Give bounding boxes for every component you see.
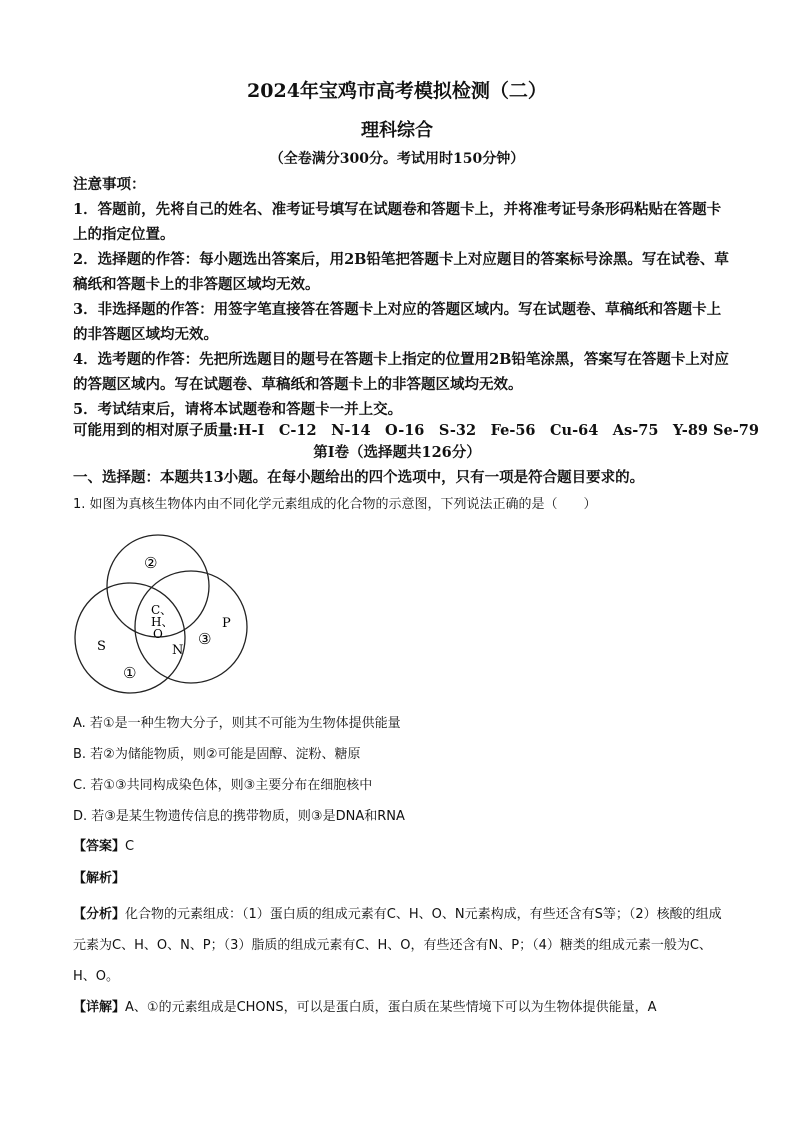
venn-label-1: ① — [123, 664, 137, 682]
answer-line — [73, 836, 134, 858]
venn-label-p: P — [222, 616, 231, 631]
section-title: 一、选择题：本题共13小题。在每小题给出的四个选项中，只有一项是符合题目要求的。 — [73, 469, 645, 486]
fenxi-text: 化合物的元素组成：（1）蛋白质的组成元素有C、H、O、N元素构成，有些还含有S等；（2）核酸的组成元素为C、H、O、N、P；（3）脂质的组成元素有C、H、O，有些还含有N、P；（4）糖类的组成元素一般为C、H、O。 — [73, 907, 722, 984]
notice-item-3: 3．非选择题的作答：用签字笔直接答在答题卡上对应的答题区域内。写在试题卷、草稿纸和答题卡上的非答题区域均无效。 — [73, 301, 722, 343]
venn-label-c: C、 — [151, 603, 173, 617]
notice-item-5: 5．考试结束后，请将本试题卷和答题卡一并上交。 — [73, 401, 403, 418]
xiangjie-label: 【详解】 — [73, 1000, 126, 1015]
venn-label-s: S — [97, 639, 106, 654]
score-line: （全卷满分300分。考试用时150分钟） — [269, 151, 525, 167]
option-d: D. 若③是某生物遗传信息的携带物质，则③是DNA和RNA — [73, 809, 405, 824]
venn-label-n: N — [172, 643, 184, 658]
notice-item-4: 4．选考题的作答：先把所选题目的题号在答题卡上指定的位置用2B铅笔涂黑，答案写在答题卡上对应的答题区域内。写在试题卷、草稿纸和答题卡上的非答题区域均无效。 — [73, 351, 729, 393]
venn-label-2: ② — [144, 554, 158, 572]
venn-label-3: ③ — [198, 630, 212, 648]
xiangjie-text: A、①的元素组成是CHONS，可以是蛋白质，蛋白质在某些情境下可以为生物体提供能量，A — [125, 1000, 657, 1015]
exam-subject: 理科综合 — [361, 120, 433, 141]
venn-diagram — [70, 528, 260, 698]
notice-item-1: 1．答题前，先将自己的姓名、准考证号填写在试题卷和答题卡上，并将准考证号条形码粘贴在答题卡上的指定位置。 — [73, 201, 722, 243]
answer-value: C — [125, 839, 135, 854]
notice-heading: 注意事项： — [73, 176, 146, 193]
venn-label-h: H、 — [151, 615, 174, 629]
analysis-xiangjie — [73, 992, 723, 1023]
analysis-heading: 【解析】 — [73, 871, 126, 886]
notice-block — [73, 172, 733, 422]
fenxi-label: 【分析】 — [73, 907, 126, 922]
answer-options — [73, 713, 733, 837]
venn-label-o: O — [153, 627, 163, 641]
question-stem: 1. 如图为真核生物体内由不同化学元素组成的化合物的示意图，下列说法正确的是（ ） — [73, 497, 597, 512]
atomic-masses: 可能用到的相对原子质量:H-I C-12 N-14 O-16 S-32 Fe-56 Cu-64 As-75 Y-89 Se-79 — [73, 422, 759, 439]
option-a: A. 若①是一种生物大分子，则其不可能为生物体提供能量 — [73, 716, 401, 731]
answer-label: 【答案】 — [73, 839, 126, 854]
option-b: B. 若②为储能物质，则②可能是固醇、淀粉、糖原 — [73, 747, 361, 762]
part-title: 第Ⅰ卷（选择题共126分） — [313, 444, 481, 461]
notice-item-2: 2．选择题的作答：每小题选出答案后，用2B铅笔把答题卡上对应题目的答案标号涂黑。写在试卷、草稿纸和答题卡上的非答题区域均无效。 — [73, 251, 729, 293]
analysis-body — [73, 899, 723, 1023]
option-c: C. 若①③共同构成染色体，则③主要分布在细胞核中 — [73, 778, 373, 793]
analysis-fenxi — [73, 899, 723, 992]
exam-title: 2024年宝鸡市高考模拟检测（二） — [247, 80, 547, 102]
